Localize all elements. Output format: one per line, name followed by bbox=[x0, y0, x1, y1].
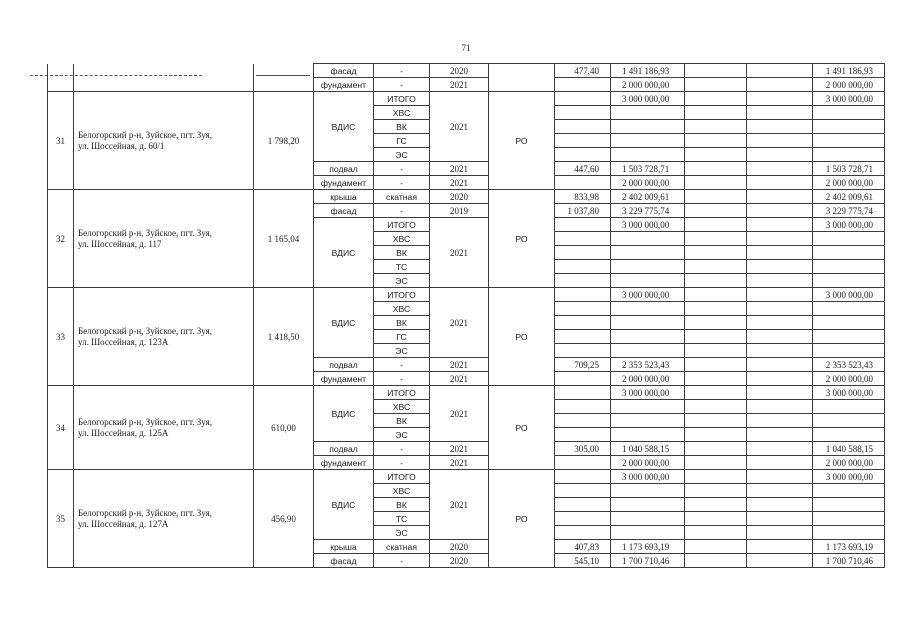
cell-total bbox=[813, 526, 885, 540]
cell-subtype: ХВС bbox=[374, 232, 430, 246]
cell-col11 bbox=[747, 316, 813, 330]
cell-element: фундамент bbox=[314, 372, 374, 386]
cell-col10 bbox=[685, 540, 747, 554]
cell-subtype: - bbox=[374, 176, 430, 190]
cell-col10 bbox=[685, 120, 747, 134]
cell-element: подвал bbox=[314, 442, 374, 456]
cell-cost: 2 000 000,00 bbox=[611, 372, 685, 386]
cell-cost: 3 000 000,00 bbox=[611, 386, 685, 400]
cell-cost bbox=[611, 512, 685, 526]
cell-col11 bbox=[747, 330, 813, 344]
cell-cost: 2 353 523,43 bbox=[611, 358, 685, 372]
cell-total bbox=[813, 148, 885, 162]
cell-col11 bbox=[747, 372, 813, 386]
cell-col10 bbox=[685, 274, 747, 288]
cell-subtype: ИТОГО bbox=[374, 218, 430, 232]
address-line: Белогорский р-н, Зуйское, пгт. Зуя, bbox=[78, 227, 212, 238]
cell-col10 bbox=[685, 512, 747, 526]
cell-total bbox=[813, 484, 885, 498]
table-row bbox=[48, 386, 885, 400]
cell-cost bbox=[611, 344, 685, 358]
cell-element: фасад bbox=[314, 64, 374, 78]
cell-col10 bbox=[685, 64, 747, 78]
cell-col10 bbox=[685, 330, 747, 344]
works-table bbox=[47, 63, 885, 568]
cell-total bbox=[813, 260, 885, 274]
address-line: Белогорский р-н, Зуйское, пгт. Зуя, bbox=[78, 129, 212, 140]
cell-total: 2 353 523,43 bbox=[813, 358, 885, 372]
cell-total: 1 173 693,19 bbox=[813, 540, 885, 554]
cell-col11 bbox=[747, 120, 813, 134]
cell-area: 610,00 bbox=[254, 386, 314, 470]
cell-year: 2020 bbox=[430, 64, 489, 78]
cell-cost: 2 000 000,00 bbox=[611, 456, 685, 470]
cell-address bbox=[74, 92, 254, 190]
cell-volume bbox=[555, 148, 611, 162]
cell-volume: 833,98 bbox=[555, 190, 611, 204]
cell-col11 bbox=[747, 540, 813, 554]
cell-cost: 3 229 775,74 bbox=[611, 204, 685, 218]
cell-cost bbox=[611, 498, 685, 512]
cell-col11 bbox=[747, 260, 813, 274]
cell-year: 2021 bbox=[430, 162, 489, 176]
cell-element: ВДИС bbox=[314, 288, 374, 358]
cell-col11 bbox=[747, 106, 813, 120]
cell-total bbox=[813, 414, 885, 428]
cell-subtype: - bbox=[374, 204, 430, 218]
cell-total: 3 000 000,00 bbox=[813, 288, 885, 302]
cell-col10 bbox=[685, 218, 747, 232]
table-row bbox=[48, 92, 885, 106]
cell-col10 bbox=[685, 190, 747, 204]
cell-total: 1 503 728,71 bbox=[813, 162, 885, 176]
cell-col10 bbox=[685, 456, 747, 470]
cell-col10 bbox=[685, 358, 747, 372]
cell-volume: 709,25 bbox=[555, 358, 611, 372]
cell-year: 2021 bbox=[430, 442, 489, 456]
cell-number: 33 bbox=[48, 288, 74, 386]
cell-subtype: ЭС bbox=[374, 428, 430, 442]
cell-total: 3 000 000,00 bbox=[813, 218, 885, 232]
cell-col10 bbox=[685, 148, 747, 162]
cell-volume bbox=[555, 400, 611, 414]
cell-number: 35 bbox=[48, 470, 74, 568]
cell-total: 2 000 000,00 bbox=[813, 372, 885, 386]
cell-total: 3 229 775,74 bbox=[813, 204, 885, 218]
cell-volume bbox=[555, 428, 611, 442]
cell-year: 2020 bbox=[430, 190, 489, 204]
cell-number: 34 bbox=[48, 386, 74, 470]
cell-subtype: скатная bbox=[374, 540, 430, 554]
cell-volume: 545,10 bbox=[555, 554, 611, 568]
cell-subtype: ХВС bbox=[374, 400, 430, 414]
cell-subtype: ГС bbox=[374, 134, 430, 148]
cell-volume bbox=[555, 316, 611, 330]
cell-cost bbox=[611, 302, 685, 316]
cell-element: крыша bbox=[314, 190, 374, 204]
cell-col10 bbox=[685, 260, 747, 274]
cell-col10 bbox=[685, 92, 747, 106]
cell-subtype: ЭС bbox=[374, 274, 430, 288]
cell-subtype: ИТОГО bbox=[374, 288, 430, 302]
cell-col10 bbox=[685, 106, 747, 120]
cell-cost: 3 000 000,00 bbox=[611, 218, 685, 232]
cell-subtype: ХВС bbox=[374, 484, 430, 498]
cell-cost bbox=[611, 232, 685, 246]
cell-cost bbox=[611, 120, 685, 134]
cell-element: фасад bbox=[314, 554, 374, 568]
cell-col11 bbox=[747, 414, 813, 428]
cell-total: 1 491 186,93 bbox=[813, 64, 885, 78]
cell-total bbox=[813, 246, 885, 260]
cell-total bbox=[813, 316, 885, 330]
cell-element: подвал bbox=[314, 162, 374, 176]
cell-cost: 3 000 000,00 bbox=[611, 92, 685, 106]
cell-ro: РО bbox=[489, 288, 555, 386]
cell-col11 bbox=[747, 78, 813, 92]
cell-col10 bbox=[685, 428, 747, 442]
cell-subtype: - bbox=[374, 162, 430, 176]
cell-year: 2020 bbox=[430, 554, 489, 568]
cell-cost bbox=[611, 106, 685, 120]
cell-volume: 407,83 bbox=[555, 540, 611, 554]
cell-col10 bbox=[685, 78, 747, 92]
cell-col11 bbox=[747, 162, 813, 176]
cell-subtype: ХВС bbox=[374, 106, 430, 120]
cell-subtype: ВК bbox=[374, 414, 430, 428]
cell-cost bbox=[611, 414, 685, 428]
cell-cost bbox=[611, 526, 685, 540]
cell-total bbox=[813, 400, 885, 414]
cell-col11 bbox=[747, 484, 813, 498]
address-line: ул. Шоссейная, д. 123А bbox=[78, 336, 169, 347]
address-line: ул. Шоссейная, д. 127А bbox=[78, 518, 169, 529]
cell-address bbox=[74, 470, 254, 568]
cell-col11 bbox=[747, 288, 813, 302]
table-row bbox=[48, 288, 885, 302]
cell-year: 2021 bbox=[430, 372, 489, 386]
cell-col10 bbox=[685, 134, 747, 148]
cell-address bbox=[74, 190, 254, 288]
cell-subtype: - bbox=[374, 456, 430, 470]
cell-year: 2019 bbox=[430, 204, 489, 218]
cell-volume bbox=[555, 218, 611, 232]
cell-col10 bbox=[685, 484, 747, 498]
cell-cost: 1 503 728,71 bbox=[611, 162, 685, 176]
address-line: ул. Шоссейная, д. 60/1 bbox=[78, 140, 165, 151]
cell-col11 bbox=[747, 302, 813, 316]
cell-cost: 2 000 000,00 bbox=[611, 176, 685, 190]
cell-volume bbox=[555, 274, 611, 288]
cell-col10 bbox=[685, 554, 747, 568]
cell-cost bbox=[611, 260, 685, 274]
cell-subtype: ТС bbox=[374, 512, 430, 526]
cell-year: 2021 bbox=[430, 456, 489, 470]
cell-col11 bbox=[747, 386, 813, 400]
cell-volume bbox=[555, 470, 611, 484]
cell-cost: 3 000 000,00 bbox=[611, 288, 685, 302]
table-row bbox=[48, 190, 885, 204]
cell-volume bbox=[555, 78, 611, 92]
cell-number: 32 bbox=[48, 190, 74, 288]
cell-col11 bbox=[747, 274, 813, 288]
cell-col11 bbox=[747, 246, 813, 260]
cell-ro: РО bbox=[489, 470, 555, 568]
cell-volume bbox=[555, 484, 611, 498]
cell-subtype: ЭС bbox=[374, 148, 430, 162]
cell-cost bbox=[611, 148, 685, 162]
cell-number bbox=[48, 64, 74, 92]
cell-volume bbox=[555, 92, 611, 106]
cell-subtype: - bbox=[374, 372, 430, 386]
cell-year: 2021 bbox=[430, 358, 489, 372]
cell-volume bbox=[555, 414, 611, 428]
cell-total bbox=[813, 498, 885, 512]
cell-volume bbox=[555, 176, 611, 190]
cell-volume bbox=[555, 288, 611, 302]
cell-area: 1 798,20 bbox=[254, 92, 314, 190]
cell-volume bbox=[555, 498, 611, 512]
cell-volume bbox=[555, 106, 611, 120]
cell-col11 bbox=[747, 92, 813, 106]
cell-element: фундамент bbox=[314, 456, 374, 470]
cell-element: фундамент bbox=[314, 78, 374, 92]
cell-total: 1 700 710,46 bbox=[813, 554, 885, 568]
cell-subtype: ИТОГО bbox=[374, 470, 430, 484]
cell-volume: 447,60 bbox=[555, 162, 611, 176]
cell-col11 bbox=[747, 204, 813, 218]
cell-year: 2021 bbox=[430, 288, 489, 358]
cell-col10 bbox=[685, 176, 747, 190]
cell-total bbox=[813, 428, 885, 442]
cell-volume bbox=[555, 344, 611, 358]
cell-volume bbox=[555, 246, 611, 260]
cell-subtype: ИТОГО bbox=[374, 386, 430, 400]
cell-total bbox=[813, 344, 885, 358]
cell-volume bbox=[555, 456, 611, 470]
cell-col11 bbox=[747, 232, 813, 246]
cell-col11 bbox=[747, 176, 813, 190]
cell-year: 2021 bbox=[430, 176, 489, 190]
cell-volume bbox=[555, 372, 611, 386]
cell-subtype: - bbox=[374, 554, 430, 568]
cell-total bbox=[813, 330, 885, 344]
cell-year: 2021 bbox=[430, 470, 489, 540]
cell-col11 bbox=[747, 400, 813, 414]
table-row bbox=[48, 470, 885, 484]
address-line: ул. Шоссейная, д. 125А bbox=[78, 427, 169, 438]
cell-volume bbox=[555, 330, 611, 344]
cell-total bbox=[813, 274, 885, 288]
cell-area: 1 418,50 bbox=[254, 288, 314, 386]
cell-cost bbox=[611, 274, 685, 288]
cell-total: 2 402 009,61 bbox=[813, 190, 885, 204]
cell-col11 bbox=[747, 526, 813, 540]
cell-year: 2021 bbox=[430, 218, 489, 288]
cell-col10 bbox=[685, 526, 747, 540]
cell-col11 bbox=[747, 470, 813, 484]
cell-volume bbox=[555, 526, 611, 540]
cell-area: 456,90 bbox=[254, 470, 314, 568]
address-line: Белогорский р-н, Зуйское, пгт. Зуя, bbox=[78, 507, 212, 518]
cell-cost: 1 491 186,93 bbox=[611, 64, 685, 78]
cell-total: 2 000 000,00 bbox=[813, 78, 885, 92]
cell-col11 bbox=[747, 218, 813, 232]
cell-year: 2021 bbox=[430, 386, 489, 442]
cell-total bbox=[813, 106, 885, 120]
cell-volume bbox=[555, 134, 611, 148]
cell-col11 bbox=[747, 456, 813, 470]
cell-ro: РО bbox=[489, 92, 555, 190]
cell-col11 bbox=[747, 498, 813, 512]
cell-element: фундамент bbox=[314, 176, 374, 190]
cell-cost bbox=[611, 330, 685, 344]
cell-col10 bbox=[685, 372, 747, 386]
cell-element: ВДИС bbox=[314, 218, 374, 288]
cell-subtype: - bbox=[374, 358, 430, 372]
cell-element: ВДИС bbox=[314, 470, 374, 540]
cell-col10 bbox=[685, 288, 747, 302]
cell-cost: 2 000 000,00 bbox=[611, 78, 685, 92]
cell-col10 bbox=[685, 162, 747, 176]
cell-year: 2021 bbox=[430, 78, 489, 92]
cell-subtype: ЭС bbox=[374, 526, 430, 540]
cell-cost bbox=[611, 246, 685, 260]
cell-number: 31 bbox=[48, 92, 74, 190]
cell-ro bbox=[489, 64, 555, 92]
cell-col11 bbox=[747, 190, 813, 204]
cell-subtype: ГС bbox=[374, 330, 430, 344]
cell-col10 bbox=[685, 414, 747, 428]
cell-cost bbox=[611, 484, 685, 498]
cell-col10 bbox=[685, 246, 747, 260]
cell-area: 1 165,04 bbox=[254, 190, 314, 288]
cell-subtype: ИТОГО bbox=[374, 92, 430, 106]
cell-subtype: - bbox=[374, 64, 430, 78]
cell-col10 bbox=[685, 316, 747, 330]
cell-address bbox=[74, 288, 254, 386]
cell-ro: РО bbox=[489, 386, 555, 470]
cell-cost bbox=[611, 316, 685, 330]
cell-subtype: скатная bbox=[374, 190, 430, 204]
cell-subtype: ЭС bbox=[374, 344, 430, 358]
cell-col11 bbox=[747, 442, 813, 456]
cell-col11 bbox=[747, 554, 813, 568]
cell-element: подвал bbox=[314, 358, 374, 372]
cell-col10 bbox=[685, 400, 747, 414]
address-line: Белогорский р-н, Зуйское, пгт. Зуя, bbox=[78, 416, 212, 427]
cell-subtype: - bbox=[374, 78, 430, 92]
cell-subtype: ВК bbox=[374, 120, 430, 134]
cell-volume bbox=[555, 260, 611, 274]
address-line: ул. Шоссейная, д. 117 bbox=[78, 238, 162, 249]
table-row bbox=[48, 64, 885, 78]
cell-volume bbox=[555, 302, 611, 316]
cell-subtype: - bbox=[374, 442, 430, 456]
cell-cost bbox=[611, 400, 685, 414]
cell-col11 bbox=[747, 344, 813, 358]
cell-subtype: ВК bbox=[374, 498, 430, 512]
cell-col10 bbox=[685, 232, 747, 246]
cell-subtype: ВК bbox=[374, 246, 430, 260]
cell-cost: 1 173 693,19 bbox=[611, 540, 685, 554]
cell-element: крыша bbox=[314, 540, 374, 554]
cell-col11 bbox=[747, 64, 813, 78]
cell-total bbox=[813, 120, 885, 134]
cell-area bbox=[254, 64, 314, 92]
cell-element: ВДИС bbox=[314, 92, 374, 162]
cell-cost: 2 402 009,61 bbox=[611, 190, 685, 204]
address-line: Белогорский р-н, Зуйское, пгт. Зуя, bbox=[78, 325, 212, 336]
cell-total: 1 040 588,15 bbox=[813, 442, 885, 456]
cell-volume: 1 037,80 bbox=[555, 204, 611, 218]
cell-total: 3 000 000,00 bbox=[813, 470, 885, 484]
cell-col11 bbox=[747, 358, 813, 372]
cell-volume bbox=[555, 232, 611, 246]
cell-year: 2021 bbox=[430, 92, 489, 162]
cell-subtype: ВК bbox=[374, 316, 430, 330]
cell-volume: 305,00 bbox=[555, 442, 611, 456]
cell-cost bbox=[611, 134, 685, 148]
cell-col11 bbox=[747, 428, 813, 442]
cell-subtype: ХВС bbox=[374, 302, 430, 316]
cell-volume bbox=[555, 120, 611, 134]
table-body bbox=[48, 64, 885, 568]
cell-element: ВДИС bbox=[314, 386, 374, 442]
cell-cost: 3 000 000,00 bbox=[611, 470, 685, 484]
cell-col11 bbox=[747, 148, 813, 162]
cell-total bbox=[813, 512, 885, 526]
cell-subtype: ТС bbox=[374, 260, 430, 274]
cell-col10 bbox=[685, 498, 747, 512]
cell-total: 3 000 000,00 bbox=[813, 92, 885, 106]
page-number: 71 bbox=[461, 43, 471, 53]
cell-volume bbox=[555, 386, 611, 400]
cell-col10 bbox=[685, 386, 747, 400]
cell-total bbox=[813, 302, 885, 316]
cell-col10 bbox=[685, 442, 747, 456]
cell-element: фасад bbox=[314, 204, 374, 218]
cell-col10 bbox=[685, 344, 747, 358]
cell-col10 bbox=[685, 204, 747, 218]
cell-year: 2020 bbox=[430, 540, 489, 554]
cell-total: 3 000 000,00 bbox=[813, 386, 885, 400]
cell-ro: РО bbox=[489, 190, 555, 288]
cell-volume bbox=[555, 512, 611, 526]
cell-total: 2 000 000,00 bbox=[813, 456, 885, 470]
cell-col10 bbox=[685, 470, 747, 484]
cell-address bbox=[74, 64, 254, 92]
cell-address bbox=[74, 386, 254, 470]
cell-cost: 1 040 588,15 bbox=[611, 442, 685, 456]
cell-total bbox=[813, 134, 885, 148]
cell-cost bbox=[611, 428, 685, 442]
cell-volume: 477,40 bbox=[555, 64, 611, 78]
cell-total bbox=[813, 232, 885, 246]
cell-col11 bbox=[747, 512, 813, 526]
cell-cost: 1 700 710,46 bbox=[611, 554, 685, 568]
cell-total: 2 000 000,00 bbox=[813, 176, 885, 190]
cell-col10 bbox=[685, 302, 747, 316]
cell-col11 bbox=[747, 134, 813, 148]
